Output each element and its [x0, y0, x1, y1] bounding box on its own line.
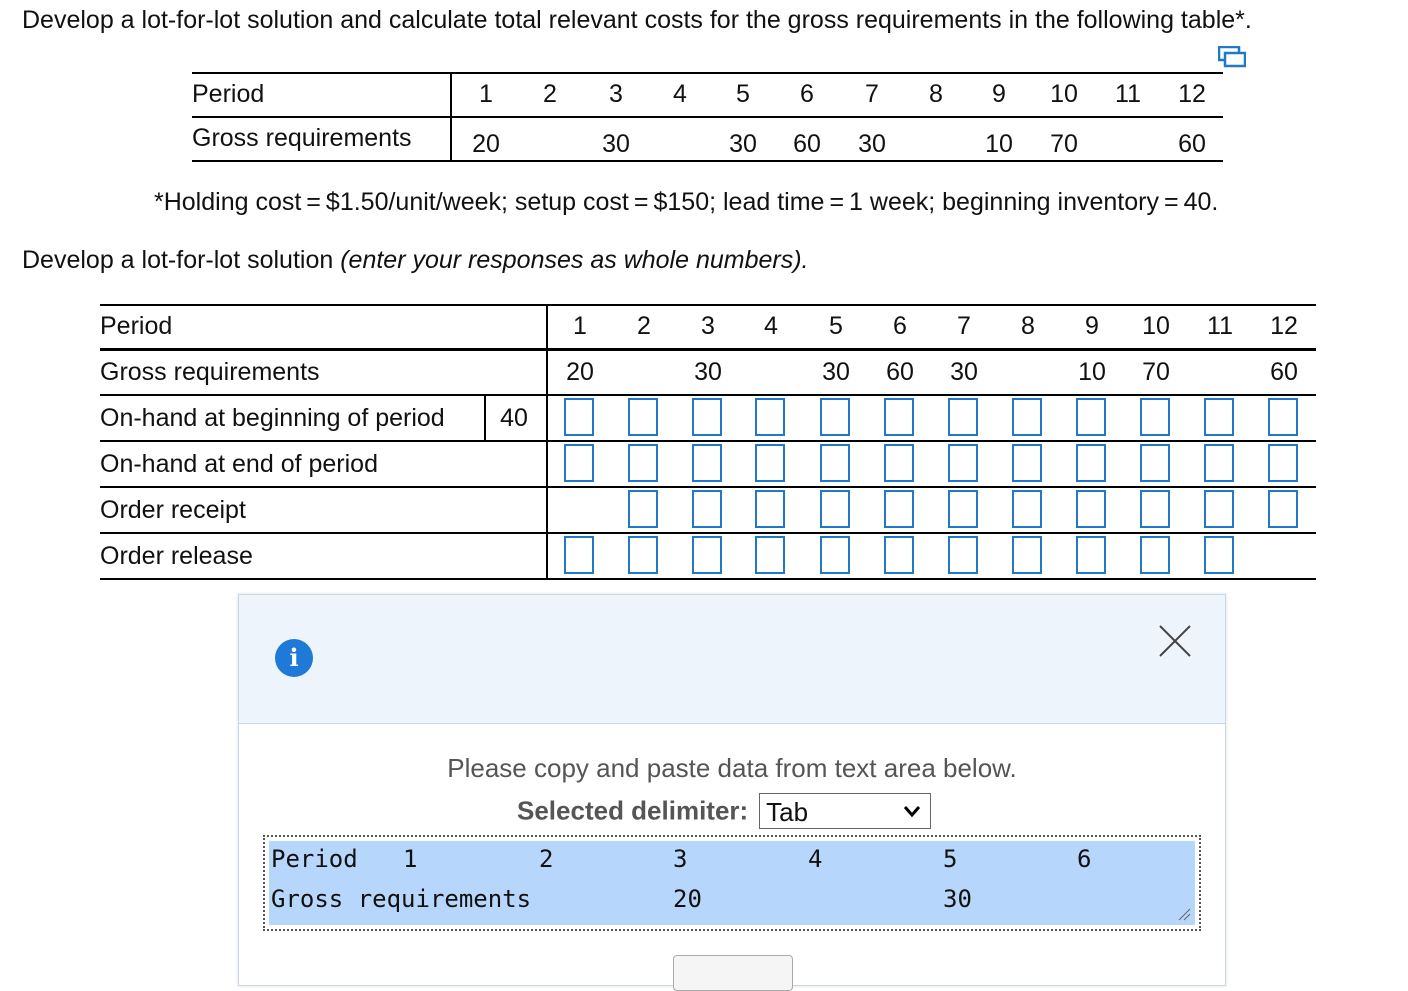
- gross-req-3: 30: [694, 358, 722, 386]
- on-hand-end-input-7[interactable]: [948, 444, 978, 482]
- part-hint: (enter your responses as whole numbers).: [340, 246, 809, 274]
- on-hand-begin-input-3[interactable]: [692, 398, 722, 436]
- given-period-1: 1: [479, 80, 493, 108]
- order-release-input-9[interactable]: [1076, 536, 1106, 574]
- given-gross-5: 30: [729, 130, 757, 158]
- given-period-8: 8: [929, 80, 943, 108]
- order-release-input-10[interactable]: [1140, 536, 1170, 574]
- given-period-11: 11: [1115, 80, 1141, 108]
- order-release-input-4[interactable]: [755, 536, 785, 574]
- period-label: Period: [100, 312, 173, 340]
- beginning-inventory-value: 40: [500, 404, 528, 432]
- order-receipt-input-7[interactable]: [948, 490, 978, 528]
- textarea-row2-cell: 30: [943, 885, 972, 913]
- on-hand-end-input-8[interactable]: [1012, 444, 1042, 482]
- textarea-row1-cell: 4: [808, 845, 823, 873]
- gross-req-12: 60: [1270, 358, 1298, 386]
- on-hand-end-input-9[interactable]: [1076, 444, 1106, 482]
- order-receipt-input-11[interactable]: [1204, 490, 1234, 528]
- on-hand-begin-input-9[interactable]: [1076, 398, 1106, 436]
- given-period-4: 4: [673, 80, 687, 108]
- given-gross-6: 60: [793, 130, 821, 158]
- order-release-label: Order release: [100, 542, 253, 570]
- gross-req-5: 30: [822, 358, 850, 386]
- gross-req-10: 70: [1142, 358, 1170, 386]
- cost-note: *Holding cost = $1.50/unit/week; setup cost = $150; lead time = 1 week; beginning inventory = 40.: [154, 188, 1219, 216]
- on-hand-end-input-11[interactable]: [1204, 444, 1234, 482]
- delimiter-label: Selected delimiter:: [517, 795, 749, 826]
- period-8: 8: [1021, 312, 1035, 340]
- order-receipt-label: Order receipt: [100, 496, 246, 524]
- given-period-5: 5: [736, 80, 750, 108]
- given-period-12: 12: [1178, 80, 1206, 108]
- on-hand-begin-label: On-hand at beginning of period: [100, 404, 445, 432]
- on-hand-begin-input-5[interactable]: [820, 398, 850, 436]
- period-10: 10: [1142, 312, 1170, 340]
- order-receipt-input-6[interactable]: [884, 490, 914, 528]
- copy-icon[interactable]: [1218, 46, 1246, 68]
- period-1: 1: [573, 312, 587, 340]
- given-gross-7: 30: [858, 130, 886, 158]
- on-hand-begin-input-7[interactable]: [948, 398, 978, 436]
- chevron-down-icon: [902, 803, 922, 819]
- part-instruction: Develop a lot-for-lot solution (enter your responses as whole numbers).: [22, 246, 809, 274]
- gross-req-1: 20: [566, 358, 594, 386]
- period-9: 9: [1085, 312, 1099, 340]
- given-period-2: 2: [543, 80, 557, 108]
- period-header: Period: [192, 80, 265, 108]
- on-hand-end-label: On-hand at end of period: [100, 450, 378, 478]
- order-release-input-3[interactable]: [692, 536, 722, 574]
- gross-req-9: 10: [1078, 358, 1106, 386]
- lot-for-lot-table: [100, 304, 1316, 580]
- given-gross-3: 30: [602, 130, 630, 158]
- textarea-row2-cell: Gross requirements: [271, 885, 532, 913]
- resize-grip-icon[interactable]: [1177, 907, 1191, 921]
- info-icon: i: [275, 639, 313, 677]
- given-gross-1: 20: [472, 130, 500, 158]
- on-hand-begin-input-8[interactable]: [1012, 398, 1042, 436]
- period-6: 6: [893, 312, 907, 340]
- given-gross-10: 70: [1050, 130, 1078, 158]
- given-gross-9: 10: [985, 130, 1013, 158]
- period-7: 7: [957, 312, 971, 340]
- order-receipt-input-12[interactable]: [1268, 490, 1298, 528]
- on-hand-end-input-6[interactable]: [884, 444, 914, 482]
- paste-message: Please copy and paste data from text area below.: [447, 753, 1017, 783]
- gross-requirements-label: Gross requirements: [100, 358, 320, 386]
- given-requirements-table: [192, 72, 1223, 162]
- dialog-header: [239, 595, 1225, 724]
- textarea-row1-cell: 6: [1077, 845, 1092, 873]
- textarea-row1-cell: 5: [943, 845, 958, 873]
- paste-data-dialog: [238, 594, 1226, 986]
- order-receipt-input-4[interactable]: [755, 490, 785, 528]
- gross-requirements-header: Gross requirements: [192, 124, 412, 152]
- textarea-row1-cell: 3: [673, 845, 688, 873]
- given-gross-12: 60: [1178, 130, 1206, 158]
- order-release-input-11[interactable]: [1204, 536, 1234, 574]
- gross-req-6: 60: [886, 358, 914, 386]
- order-receipt-input-3[interactable]: [692, 490, 722, 528]
- given-period-10: 10: [1050, 80, 1078, 108]
- ok-button[interactable]: [673, 955, 793, 991]
- on-hand-begin-input-4[interactable]: [755, 398, 785, 436]
- textarea-row1-cell: 1: [403, 845, 418, 873]
- on-hand-end-input-2[interactable]: [628, 444, 658, 482]
- close-icon[interactable]: [1157, 623, 1193, 659]
- on-hand-end-input-5[interactable]: [820, 444, 850, 482]
- on-hand-end-input-4[interactable]: [755, 444, 785, 482]
- order-release-input-5[interactable]: [820, 536, 850, 574]
- period-5: 5: [829, 312, 843, 340]
- order-release-input-2[interactable]: [628, 536, 658, 574]
- period-4: 4: [764, 312, 778, 340]
- given-period-3: 3: [609, 80, 623, 108]
- textarea-row1-cell: 2: [539, 845, 554, 873]
- paste-textarea[interactable]: [263, 835, 1201, 931]
- on-hand-begin-input-1[interactable]: [564, 398, 594, 436]
- period-12: 12: [1270, 312, 1298, 340]
- order-release-input-7[interactable]: [948, 536, 978, 574]
- on-hand-end-input-1[interactable]: [564, 444, 594, 482]
- period-11: 11: [1207, 312, 1233, 340]
- order-receipt-input-2[interactable]: [628, 490, 658, 528]
- on-hand-begin-input-11[interactable]: [1204, 398, 1234, 436]
- on-hand-begin-input-12[interactable]: [1268, 398, 1298, 436]
- order-release-input-8[interactable]: [1012, 536, 1042, 574]
- period-3: 3: [701, 312, 715, 340]
- on-hand-end-input-3[interactable]: [692, 444, 722, 482]
- period-2: 2: [637, 312, 651, 340]
- order-release-input-6[interactable]: [884, 536, 914, 574]
- given-period-7: 7: [865, 80, 879, 108]
- on-hand-begin-input-6[interactable]: [884, 398, 914, 436]
- given-period-6: 6: [800, 80, 814, 108]
- textarea-row1-cell: Period: [271, 845, 358, 873]
- order-receipt-input-8[interactable]: [1012, 490, 1042, 528]
- delimiter-value: Tab: [766, 797, 809, 827]
- on-hand-end-input-12[interactable]: [1268, 444, 1298, 482]
- delimiter-row: [517, 793, 931, 829]
- order-receipt-input-5[interactable]: [820, 490, 850, 528]
- order-receipt-input-9[interactable]: [1076, 490, 1106, 528]
- on-hand-end-input-10[interactable]: [1140, 444, 1170, 482]
- order-receipt-input-10[interactable]: [1140, 490, 1170, 528]
- delimiter-select[interactable]: [759, 793, 931, 829]
- on-hand-begin-input-2[interactable]: [628, 398, 658, 436]
- gross-req-7: 30: [950, 358, 978, 386]
- given-period-9: 9: [992, 80, 1006, 108]
- question-intro: Develop a lot-for-lot solution and calculate total relevant costs for the gross requirements in the following table*.: [22, 6, 1252, 34]
- on-hand-begin-input-10[interactable]: [1140, 398, 1170, 436]
- textarea-row2-cell: 20: [673, 885, 702, 913]
- order-release-input-1[interactable]: [564, 536, 594, 574]
